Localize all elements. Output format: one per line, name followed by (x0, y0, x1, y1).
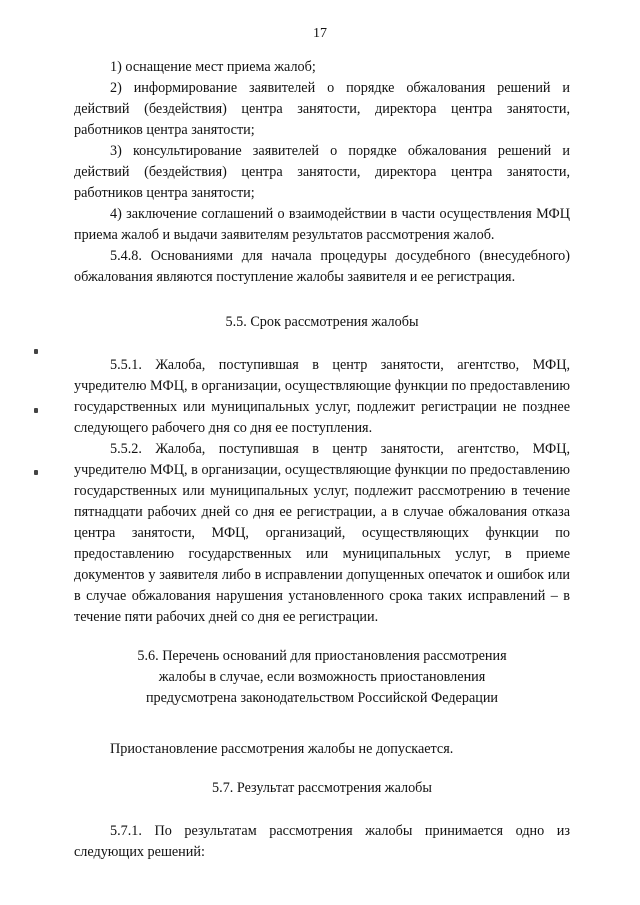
list-item: 4) заключение соглашений о взаимодействии в части осуществления МФЦ приема жалоб и выдачи заявителям результатов рассмотрения жалоб. (74, 206, 570, 243)
list-item: 3) консультирование заявителей о порядке обжалования решений и действий (бездействия) центра занятости, директора центра занятости, работников центра занятости; (74, 143, 570, 201)
scan-mark (34, 408, 38, 413)
paragraph-5-5-2: 5.5.2. Жалоба, поступившая в центр занятости, агентство, МФЦ, учредителю МФЦ, в организации, осуществляющие функции по предоставлению государственных или муниципальных услуг, подлежит рассмотрению в течение пятнадцати рабочих дней со дня ее регистрации, а в случае обжалования отказа центра занятости, МФЦ, организаций, осуществляющих функции по предоставлению государственных или муниципальных услуг, в приеме документов у заявителя либо в исправлении допущенных опечаток и ошибок или в случае обжалования нарушения установленного срока таких исправлений – в течение пяти рабочих дней со дня ее регистрации. (74, 441, 570, 625)
section-heading-5-7: 5.7. Результат рассмотрения жалобы (212, 780, 432, 796)
paragraph-5-6: Приостановление рассмотрения жалобы не допускается. (110, 741, 454, 757)
section-heading-5-6 (74, 646, 570, 709)
scan-mark (34, 470, 38, 475)
list-item: 2) информирование заявителей о порядке обжалования решений и действий (бездействия) центра занятости, директора центра занятости, работников центра занятости; (74, 80, 570, 138)
heading-line: жалобы в случае, если возможность приостановления (158, 669, 486, 685)
paragraph-5-5-1: 5.5.1. Жалоба, поступившая в центр занятости, агентство, МФЦ, учредителю МФЦ, в организации, осуществляющие функции по предоставлению государственных или муниципальных услуг, подлежит регистрации не позднее следующего рабочего дня со дня ее поступления. (74, 357, 570, 436)
list-item: 1) оснащение мест приема жалоб; (110, 59, 316, 75)
page-number: 17 (313, 26, 327, 41)
scan-mark (34, 349, 38, 354)
document-body (74, 57, 570, 863)
heading-line: 5.6. Перечень оснований для приостановления рассмотрения (137, 648, 507, 664)
section-heading-5-5: 5.5. Срок рассмотрения жалобы (225, 314, 419, 330)
paragraph-5-7-1: 5.7.1. По результатам рассмотрения жалобы принимается одно из следующих решений: (74, 823, 570, 860)
paragraph-5-4-8: 5.4.8. Основаниями для начала процедуры досудебного (внесудебного) обжалования являются поступление жалобы заявителя и ее регистрация. (74, 248, 570, 285)
heading-line: предусмотрена законодательством Российской Федерации (145, 690, 499, 706)
